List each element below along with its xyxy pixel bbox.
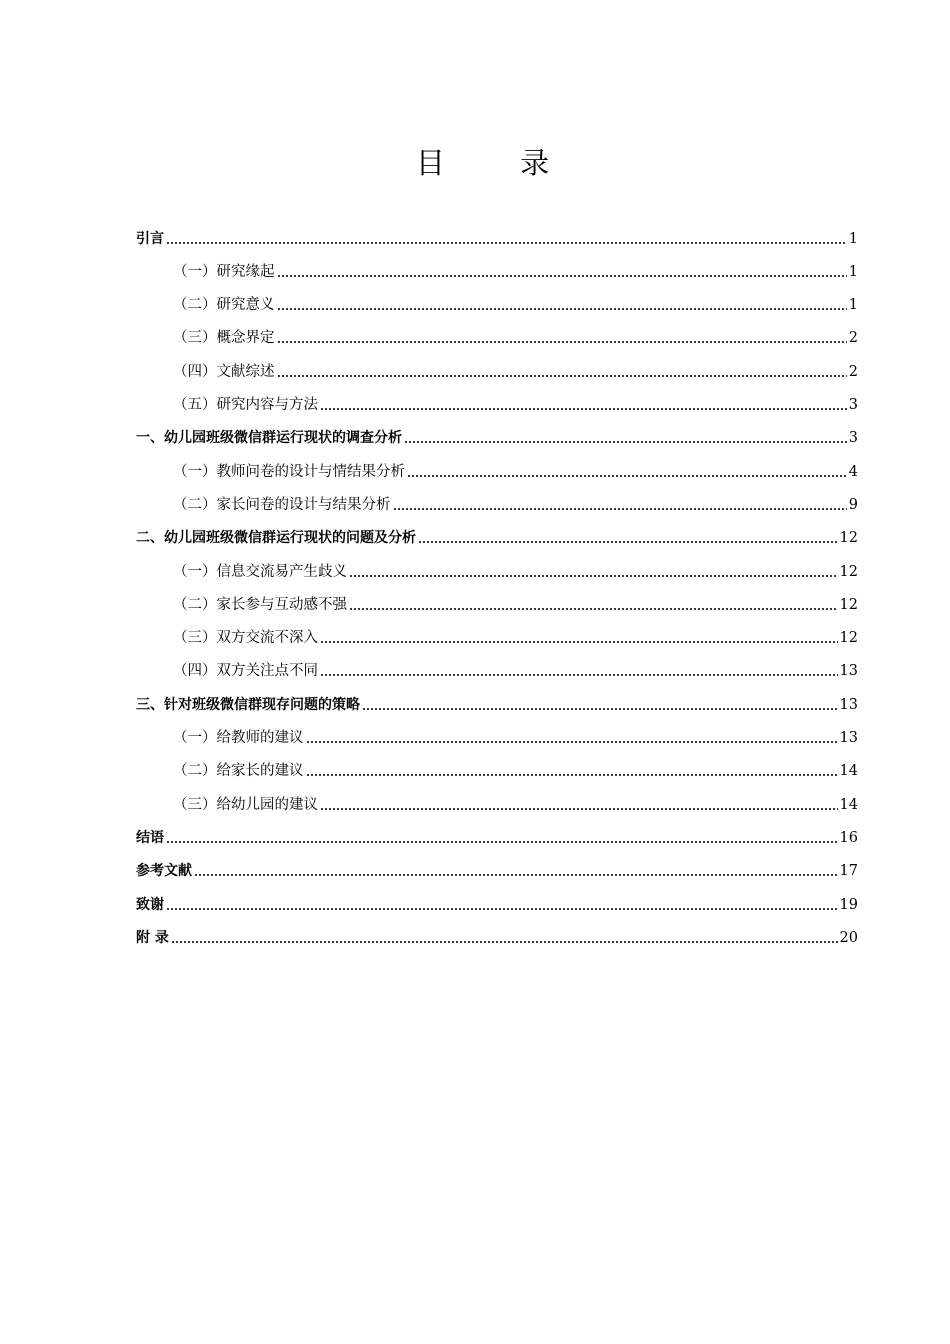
toc-entry-page: 2 bbox=[848, 364, 858, 380]
toc-entry[interactable] bbox=[173, 595, 858, 615]
toc-leader-dots bbox=[349, 595, 838, 615]
toc-entry-label: 致谢 bbox=[136, 897, 164, 913]
toc-entry-page: 12 bbox=[839, 530, 858, 546]
toc-leader-dots bbox=[306, 761, 838, 781]
toc-leader-dots bbox=[320, 395, 847, 415]
toc-entry-page: 14 bbox=[839, 763, 858, 779]
toc-leader-dots bbox=[277, 262, 847, 282]
toc-entry[interactable] bbox=[136, 828, 858, 848]
toc-entry[interactable] bbox=[173, 761, 858, 781]
toc-entry[interactable] bbox=[173, 462, 858, 482]
toc-entry-page: 14 bbox=[839, 797, 858, 813]
toc-leader-dots bbox=[404, 428, 847, 448]
toc-entry[interactable] bbox=[173, 728, 858, 748]
toc-leader-dots bbox=[349, 562, 838, 582]
toc-entry-label: （四）文献综述 bbox=[173, 364, 275, 380]
toc-leader-dots bbox=[166, 828, 838, 848]
toc-entry-label: （二）家长问卷的设计与结果分析 bbox=[173, 497, 391, 513]
toc-entry-label: 引言 bbox=[136, 231, 164, 247]
toc-entry-label: （二）家长参与互动感不强 bbox=[173, 597, 347, 613]
toc-leader-dots bbox=[320, 795, 838, 815]
toc-entry[interactable] bbox=[136, 861, 858, 881]
toc-leader-dots bbox=[320, 628, 838, 648]
toc-entry-label: 附 录 bbox=[136, 930, 169, 946]
toc-entry[interactable] bbox=[173, 362, 858, 382]
toc-leader-dots bbox=[277, 328, 847, 348]
toc-leader-dots bbox=[171, 928, 838, 948]
toc-entry-page: 2 bbox=[848, 330, 858, 346]
toc-entry-page: 1 bbox=[848, 297, 858, 313]
toc-entry-label: （三）概念界定 bbox=[173, 330, 275, 346]
toc-leader-dots bbox=[362, 695, 838, 715]
toc-entry-label: （一）信息交流易产生歧义 bbox=[173, 564, 347, 580]
toc-entry[interactable] bbox=[173, 495, 858, 515]
toc-leader-dots bbox=[277, 362, 847, 382]
toc-leader-dots bbox=[306, 728, 838, 748]
toc-entry[interactable] bbox=[173, 661, 858, 681]
toc-leader-dots bbox=[166, 895, 838, 915]
toc-entry-page: 13 bbox=[839, 697, 858, 713]
toc-entry[interactable] bbox=[173, 628, 858, 648]
toc-entry[interactable] bbox=[173, 295, 858, 315]
toc-entry[interactable] bbox=[173, 395, 858, 415]
toc-leader-dots bbox=[277, 295, 847, 315]
toc-entry-label: 结语 bbox=[136, 830, 164, 846]
toc-entry[interactable] bbox=[136, 229, 858, 249]
toc-leader-dots bbox=[194, 861, 838, 881]
toc-entry-label: （四）双方关注点不同 bbox=[173, 663, 318, 679]
toc-entry-label: 二、幼儿园班级微信群运行现状的问题及分析 bbox=[136, 530, 416, 546]
toc-entry-label: （二）给家长的建议 bbox=[173, 763, 304, 779]
toc-entry-label: （二）研究意义 bbox=[173, 297, 275, 313]
toc-entry-page: 17 bbox=[839, 863, 858, 879]
toc-entry[interactable] bbox=[136, 528, 858, 548]
toc-entry-page: 13 bbox=[839, 730, 858, 746]
toc-entry-label: 三、针对班级微信群现存问题的策略 bbox=[136, 697, 360, 713]
toc-entry-page: 12 bbox=[839, 630, 858, 646]
toc-entry-page: 12 bbox=[839, 564, 858, 580]
toc-entry[interactable] bbox=[173, 795, 858, 815]
toc-leader-dots bbox=[320, 661, 838, 681]
toc-entry-label: （一）教师问卷的设计与情结果分析 bbox=[173, 464, 405, 480]
toc-entry-label: （五）研究内容与方法 bbox=[173, 397, 318, 413]
toc-leader-dots bbox=[407, 462, 847, 482]
page-title: 目 录 bbox=[415, 146, 583, 180]
toc-entry-label: 一、幼儿园班级微信群运行现状的调查分析 bbox=[136, 430, 402, 446]
toc-entry-page: 4 bbox=[848, 464, 858, 480]
toc-entry-page: 12 bbox=[839, 597, 858, 613]
toc-entry[interactable] bbox=[136, 895, 858, 915]
toc-leader-dots bbox=[166, 229, 847, 249]
toc-entry-page: 3 bbox=[848, 397, 858, 413]
toc-entry[interactable] bbox=[136, 695, 858, 715]
toc-entry[interactable] bbox=[136, 928, 858, 948]
toc-entry-label: （一）研究缘起 bbox=[173, 264, 275, 280]
toc-leader-dots bbox=[418, 528, 838, 548]
toc-entry-label: （一）给教师的建议 bbox=[173, 730, 304, 746]
toc-entry-label: （三）双方交流不深入 bbox=[173, 630, 318, 646]
toc-entry-page: 9 bbox=[848, 497, 858, 513]
toc-entry-label: （三）给幼儿园的建议 bbox=[173, 797, 318, 813]
toc-entry-page: 19 bbox=[839, 897, 858, 913]
toc-entry-label: 参考文献 bbox=[136, 863, 192, 879]
toc-entry-page: 1 bbox=[848, 231, 858, 247]
toc-entry-page: 1 bbox=[848, 264, 858, 280]
toc-leader-dots bbox=[393, 495, 847, 515]
toc-entry-page: 20 bbox=[839, 930, 858, 946]
toc-entry[interactable] bbox=[173, 562, 858, 582]
toc-entry-page: 13 bbox=[839, 663, 858, 679]
toc-entry[interactable] bbox=[136, 428, 858, 448]
toc-entry-page: 3 bbox=[848, 430, 858, 446]
toc-entry[interactable] bbox=[173, 262, 858, 282]
toc-entry[interactable] bbox=[173, 328, 858, 348]
toc-entry-page: 16 bbox=[839, 830, 858, 846]
